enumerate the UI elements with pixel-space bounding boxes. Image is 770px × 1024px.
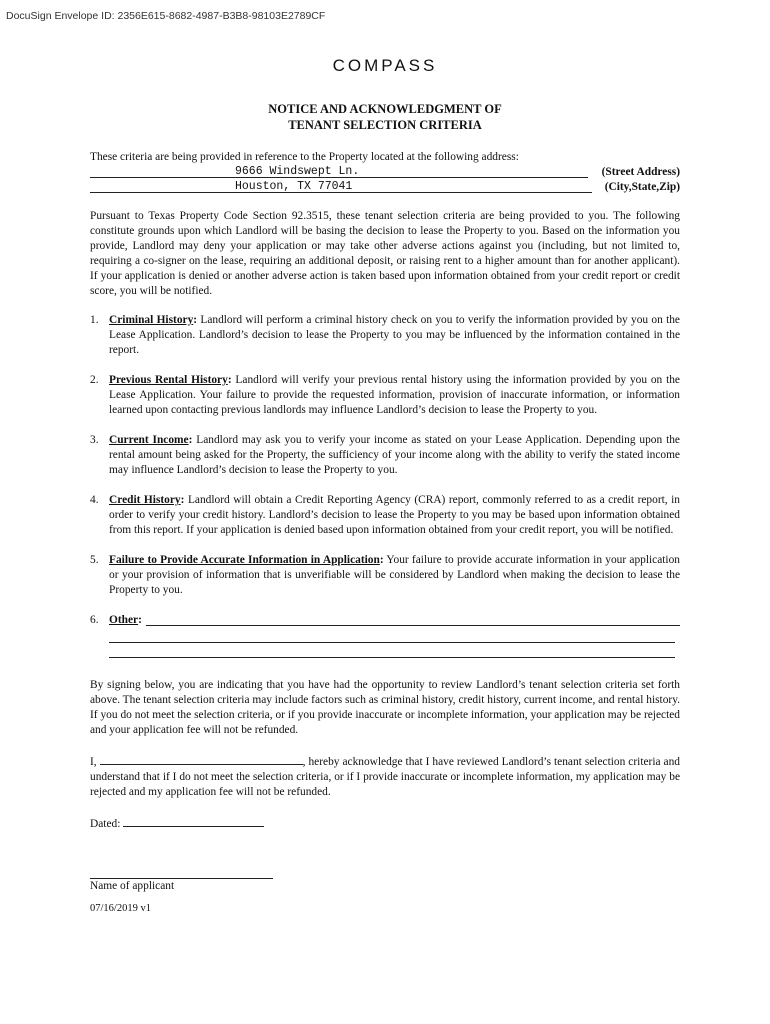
acknowledgment-prefix: I, (90, 756, 100, 768)
criteria-item-criminal-history (90, 313, 680, 358)
form-version: 07/16/2019 v1 (90, 903, 151, 914)
criteria-heading: Credit History (109, 494, 181, 506)
criteria-heading: Previous Rental History (109, 374, 228, 386)
criteria-item-current-income (90, 433, 680, 478)
criteria-number: 1. (90, 314, 99, 326)
compass-logo: COMPASS (332, 56, 438, 75)
city-state-zip-field[interactable]: Houston, TX 77041 (235, 180, 353, 193)
other-field-line-1[interactable] (146, 613, 680, 626)
criteria-item-accurate-information (90, 553, 680, 598)
applicant-signature-line[interactable] (90, 864, 273, 879)
other-field-line-3[interactable] (109, 643, 675, 658)
dated-row (90, 815, 680, 832)
criteria-body (109, 553, 680, 598)
city-state-zip-row (90, 180, 680, 195)
criteria-body (109, 373, 680, 418)
city-state-zip-label: (City,State,Zip) (604, 181, 680, 193)
document-title (0, 101, 770, 133)
criteria-number: 6. (90, 614, 99, 626)
criteria-colon: : (180, 494, 185, 506)
other-first-row (109, 613, 680, 628)
criteria-body (109, 613, 680, 658)
acknowledgment-text: , hereby acknowledge that I have reviewed Landlord’s tenant selection criteria and understand that if I do not meet the selection criteria, or if I provide inaccurate or incomplete information, my application may be rejected and my application fee will not be refunded. (90, 756, 680, 798)
pursuant-paragraph: Pursuant to Texas Property Code Section 92.3515, these tenant selection criteria are being provided to you. The following constitute grounds upon which Landlord will be basing the decision to lease the Property to you. Based on the information you provide, Landlord may deny your application or may take other adverse actions against you (including, but not limited to, requiring a co-signer on the lease, requiring an additional deposit, or raising rent to a higher amount than for another applicant). If your application is denied or another adverse action is taken based upon information obtained from your credit report or credit score, you will be notified. (90, 210, 680, 297)
criteria-text: Landlord may ask you to verify your income as stated on your Lease Application. Depending upon the rental amount being asked for the Property, the sufficiency of your income along with the ability to verify the stated income may influence Landlord’s decision to lease the Property to you. (109, 434, 680, 476)
criteria-text: Your failure to provide accurate information in your application or your provision of information that is unverifiable will be considered by Landlord when making the decision to lease the Property to you. (109, 554, 680, 596)
criteria-number: 5. (90, 554, 99, 566)
criteria-text: Landlord will perform a criminal history check on you to verify the information provided by you on the Lease Application. Landlord’s decision to lease the Property to you may be influenced by the information contained in the report. (109, 314, 680, 356)
other-heading: Other (109, 614, 139, 626)
street-address-row (90, 165, 680, 180)
criteria-body (109, 493, 680, 538)
criteria-text: Landlord will verify your previous rental history using the information provided by you on the Lease Application. Your failure to provide the requested information, provision of inaccurate information, or information learned upon contacting previous landlords may influence Landlord’s decision to lease the Property to you. (109, 374, 680, 416)
criteria-number: 4. (90, 494, 99, 506)
criteria-body (109, 433, 680, 478)
intro-text: These criteria are being provided in reference to the Property located at the following address: (90, 151, 519, 163)
criteria-colon: : (193, 314, 198, 326)
other-field-line-2[interactable] (109, 628, 675, 643)
criteria-heading: Failure to Provide Accurate Information in Application (109, 554, 380, 566)
criteria-colon: : (227, 374, 232, 386)
criteria-item-other (90, 613, 680, 658)
criteria-number: 3. (90, 434, 99, 446)
street-address-label: (Street Address) (601, 166, 680, 178)
title-line-1: NOTICE AND ACKNOWLEDGMENT OF (268, 102, 502, 116)
criteria-colon: : (188, 434, 193, 446)
document-body (90, 150, 680, 916)
street-address-field[interactable]: 9666 Windswept Ln. (235, 165, 360, 178)
title-line-2: TENANT SELECTION CRITERIA (288, 118, 482, 132)
criteria-item-credit-history (90, 493, 680, 538)
criteria-item-previous-rental-history (90, 373, 680, 418)
criteria-colon: : (379, 554, 384, 566)
applicant-name-blank[interactable] (100, 753, 303, 765)
acknowledgment-paragraph (90, 753, 680, 800)
criteria-list (90, 313, 680, 658)
criteria-heading: Current Income (109, 434, 189, 446)
dated-blank[interactable] (123, 815, 264, 827)
other-colon: : (138, 614, 142, 626)
docusign-envelope-id: DocuSign Envelope ID: 2356E615-8682-4987-B3B8-98103E2789CF (6, 10, 326, 22)
criteria-heading: Criminal History (109, 314, 194, 326)
applicant-name-label: Name of applicant (90, 880, 175, 892)
criteria-text: Landlord will obtain a Credit Reporting Agency (CRA) report, commonly referred to as a credit report, in order to verify your credit history. Landlord’s decision to lease the Property to you may be based upon information obtained from this report. If your application is denied based upon information obtained from your credit report, you will be notified. (109, 494, 680, 536)
dated-label: Dated: (90, 818, 124, 830)
signing-paragraph: By signing below, you are indicating that you have had the opportunity to review Landlord’s tenant selection criteria set forth above. The tenant selection criteria may include factors such as criminal history, credit history, current income, and rental history. If you do not meet the selection criteria, or if you provide inaccurate or incomplete information, your application may be rejected and your application fee will not be refunded. (90, 679, 680, 736)
criteria-body (109, 313, 680, 358)
criteria-number: 2. (90, 374, 99, 386)
